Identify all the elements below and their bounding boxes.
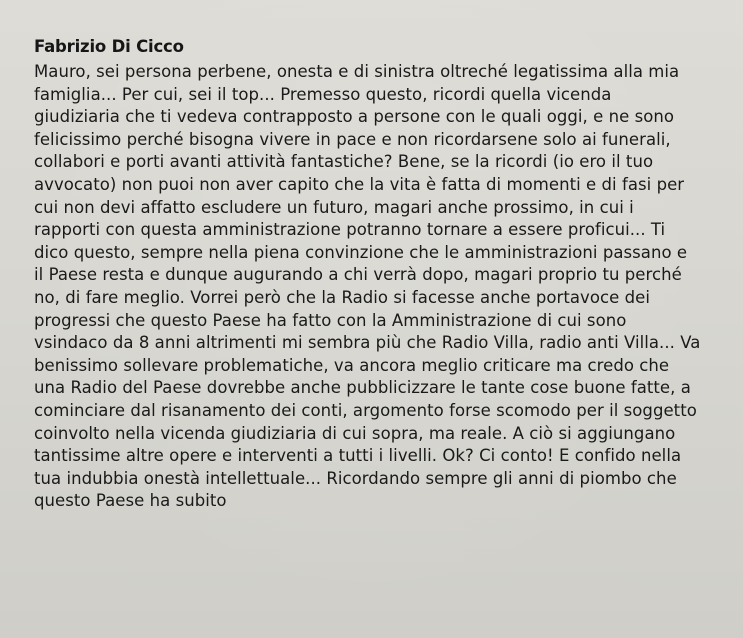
text-line: Mauro, sei persona perbene, onesta e di sinistra oltreché legatissima alla mia [34,62,680,81]
text-line: giudiziaria che ti vedeva contrapposto a persone con le quali oggi, e ne sono [34,107,675,127]
text-line: coinvolto nella vicenda giudiziaria di cui sopra, ma reale. A ciò si aggiungano [34,423,676,443]
text-line: una Radio del Paese dovrebbe anche pubblicizzare le tante cose buone fatte, a [34,378,691,398]
text-line: tua indubbia onestà intellettuale... Ricordando sempre gli anni di piombo che [34,468,677,488]
text-line: progressi che questo Paese ha fatto con la Amministrazione di cui sono [34,310,627,330]
text-line: tantissime altre opere e interventi a tutti i livelli. Ok? Ci conto! E confido nella [34,446,682,466]
text-line: cominciare dal risanamento dei conti, argomento forse scomodo per il soggetto [34,400,697,420]
text-line: avvocato) non puoi non aver capito che la vita è fatta di momenti e di fasi per [34,174,685,194]
comment-text [34,61,734,513]
comment-block [34,36,734,513]
text-line: questo Paese ha subito [34,491,227,511]
text-line: benissimo sollevare problematiche, va ancora meglio criticare ma credo che [34,355,670,375]
text-line: vsindaco da 8 anni altrimenti mi sembra più che Radio Villa, radio anti Villa... Va [34,333,701,353]
text-line: felicissimo perché bisogna vivere in pace e non ricordarsene solo ai funerali, [34,129,671,149]
text-line: famiglia... Per cui, sei il top... Premesso questo, ricordi quella vicenda [34,84,612,104]
text-line: no, di fare meglio. Vorrei però che la Radio si facesse anche portavoce dei [34,287,650,307]
text-line: dico questo, sempre nella piena convinzione che le amministrazioni passano e [34,242,688,262]
text-line: cui non devi affatto escludere un futuro, magari anche prossimo, in cui i [34,197,634,217]
text-line: il Paese resta e dunque augurando a chi verrà dopo, magari proprio tu perché [34,265,682,285]
author-name: Fabrizio Di Cicco [34,37,184,56]
text-line: collabori e porti avanti attività fantastiche? Bene, se la ricordi (io ero il tuo [34,152,654,172]
text-line: rapporti con questa amministrazione potranno tornare a essere proficui... Ti [34,220,666,240]
